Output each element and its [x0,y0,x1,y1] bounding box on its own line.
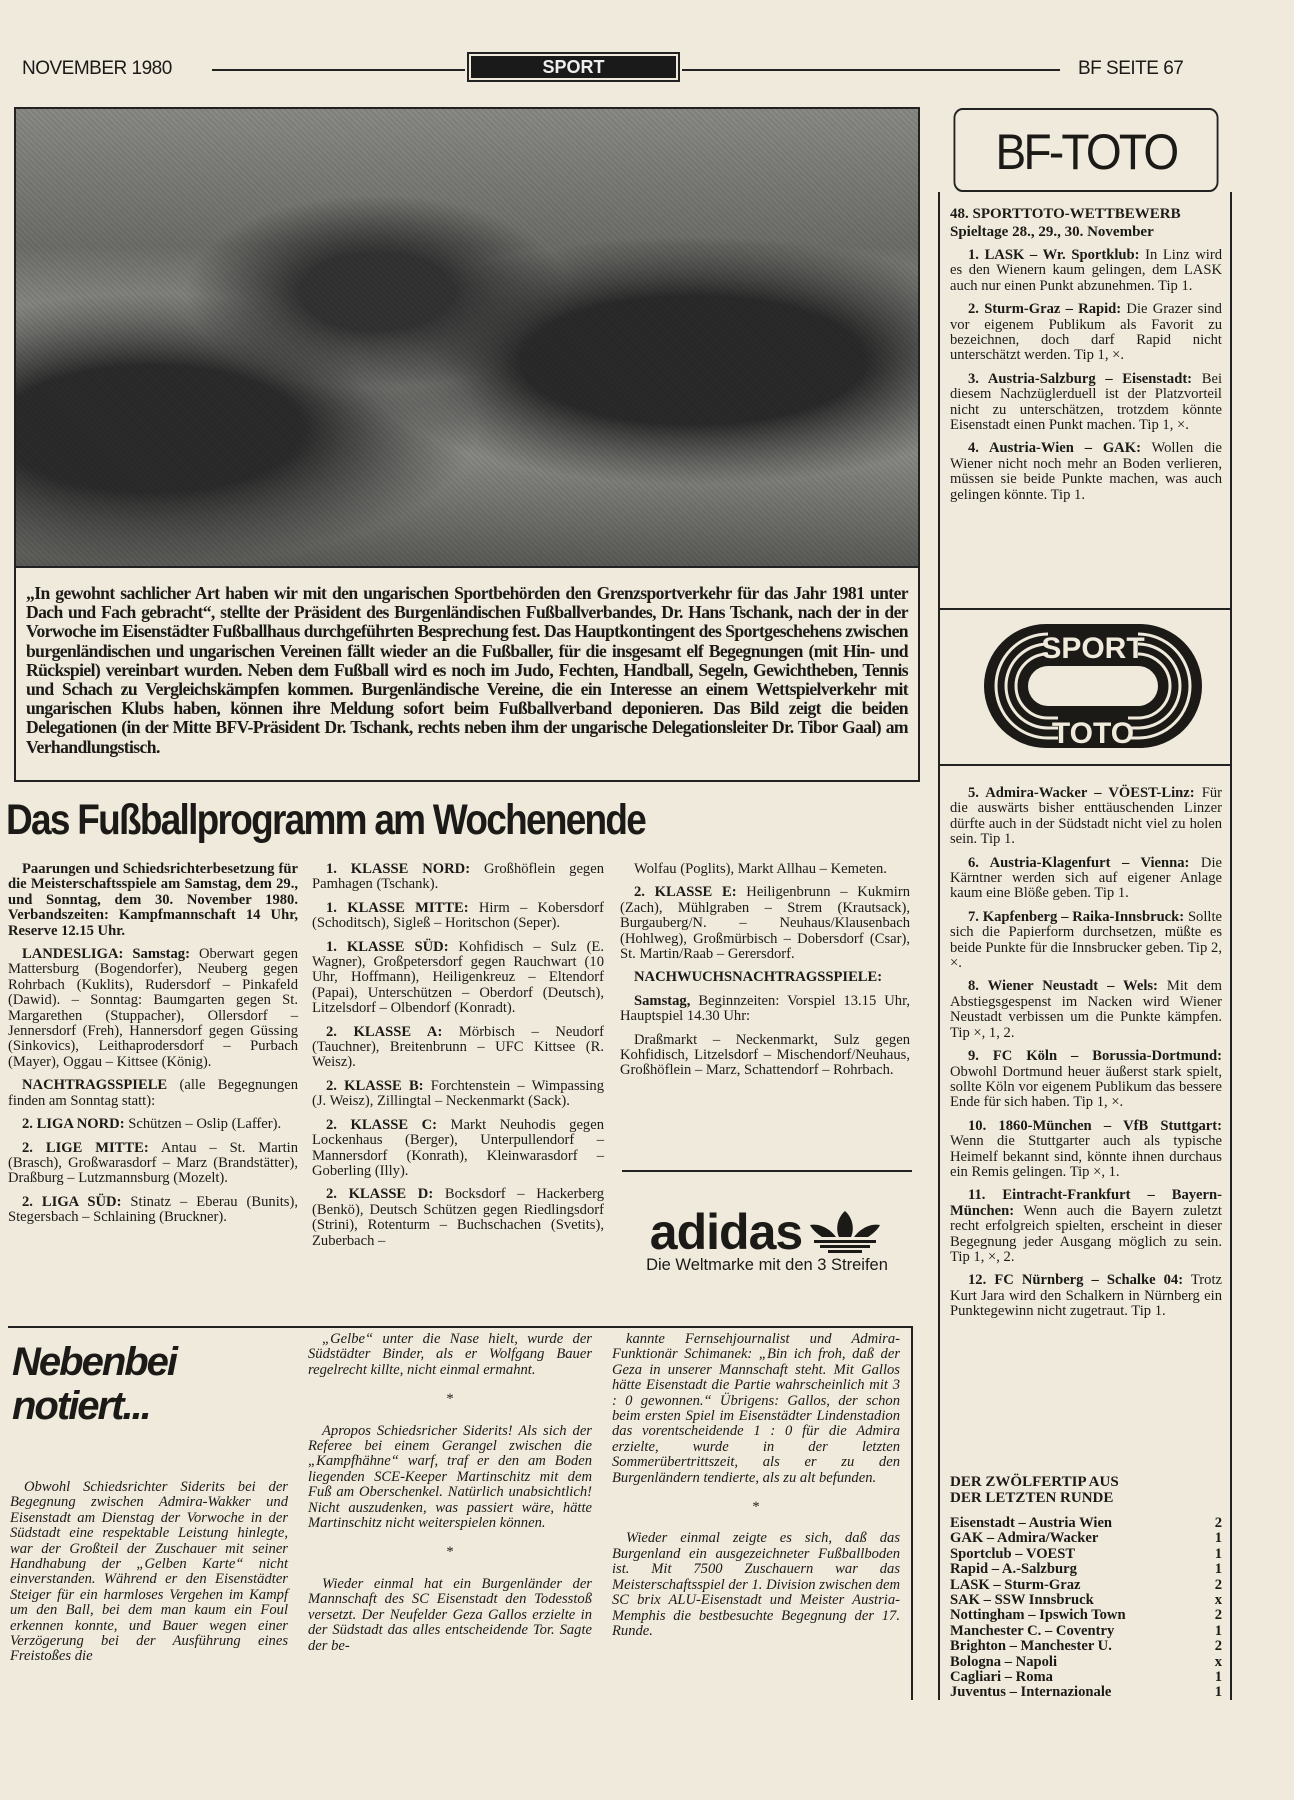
paragraph [8,1078,298,1109]
paragraph-text: Sollte sich die Papierform durchsetzen, müßte es beide Punkte für die Innsbrucker geben. Tip 2, ×. [950,908,1222,972]
section-banner [467,52,680,82]
sport-toto-logo [982,622,1204,750]
paragraph-lead: 2. Sturm-Graz – Rapid: [968,301,1122,318]
paragraph [8,862,298,939]
paragraph-lead: 2. LIGA SÜD: [22,1193,122,1210]
paragraph-lead: NACHTRAGSSPIELE [22,1077,168,1094]
toto-subheading: Spieltage 28., 29., 30. November [950,224,1154,240]
paragraph [8,1117,298,1132]
paragraph [950,910,1222,972]
divider [622,1170,912,1172]
paragraph-text: Mit dem Abstiegsgespenst im Nacken wird Wiener Neustadt verbissen um die Punkte kämpfen. Tip ×, 1, 2. [950,978,1222,1041]
zwoelfertip-row [950,1608,1222,1623]
paragraph-text: Wollen die Wiener nicht noch mehr an Boden verlieren, müssen sie beide Punkte machen, was auch gelingen könnte. Tip 1. [950,440,1222,503]
paragraph-lead: 11. Eintracht-Frankfurt – Bayern-München: [950,1187,1222,1219]
paragraph-text: Obwohl Dortmund heuer äußerst stark spielt, sollte Köln vor eigenem Publikum das bessere Ende für sich haben. Tip 1, ×. [950,1063,1222,1111]
paragraph-lead: 3. Austria-Salzburg – Eisenstadt: [968,370,1193,387]
zwoelfertip-row [950,1685,1222,1700]
paragraph-text: Kohfidisch – Sulz (E. Wagner), Großpetersdorf gegen Rauchwart (10 Uhr, Hoffmann), Heiligenkreuz – Eltendorf (Papai), Unterschützen – Oberdorf (Deutsch), Litzelsdorf – Olbendorf (Konradt). [312,938,604,1017]
paragraph-lead: 4. Austria-Wien – GAK: [968,440,1141,457]
paragraph-text: Großhöflein gegen Pamhagen (Tschank). [312,861,604,893]
section-label: SPORT [471,56,676,78]
paragraph-lead: LANDESLIGA: Samstag: [22,946,190,963]
paragraph-lead: 2. KLASSE A: [326,1023,443,1040]
paragraph [950,979,1222,1041]
logo-text: TOTO [1051,717,1135,750]
zwoelfertip-row [950,1578,1222,1593]
match: Juventus – Internazionale [950,1684,1112,1701]
tip: x [1214,1653,1222,1670]
paragraph [950,1049,1222,1111]
delegation-photo [14,107,920,568]
tip: 1 [1214,1622,1222,1639]
match: Rapid – A.-Salzburg [950,1561,1077,1578]
nebenbei-column-1 [10,1480,288,1673]
zwoelfertip-row [950,1624,1222,1639]
article-column-1 [8,862,298,1234]
toto-tips-b [950,786,1222,1328]
paragraph: Obwohl Schiedsrichter Siderits bei der Begegnung zwischen Admira-Wakker und Eisenstadt am Dienstag der Vorwoche in der Südstadt eine respektable Leistung hinlegte, war der Großteil der Zuschauer mit seiner Handhabung der „Gelben Karte“ nicht einverstanden. Während er den Eisenstädter Steiger für ein harmloses Vergehen im Kampf um den Ball, bei dem man kaum ein Foul erkennen konnte, und Bauer wegen einer Verzögerung bei der Ausführung eines Freistoßes die [10,1479,288,1665]
paragraph: kannte Fernsehjournalist und Admira-Funktionär Schimanek: „Bin ich froh, daß der Geza in unserer Mannschaft steht. Mit Gallos hätte Eisenstadt die Partie wahrscheinlich mit 3 : 0 gewonnen.“ Übrigens: Gallos, der schon beim ersten Spiel im Eisenstädter Lindenstadion das vorentscheidende 1 : 0 für die Admira erzielte, wurde in der letzten Sommerübertrittszeit, als er zu den Burgenländern tendierte, als zu alt befunden. [612,1331,900,1486]
article-column-2 [312,862,604,1257]
zwoelfertip-title: DER ZWÖLFERTIP AUS DER LETZTEN RUNDE [950,1474,1119,1506]
paragraph-lead: 7. Kapfenberg – Raika-Innsbruck: [968,908,1185,925]
paragraph-lead: 2. KLASSE E: [634,884,737,901]
match: Eisenstadt – Austria Wien [950,1515,1113,1531]
paragraph [950,372,1222,434]
separator-asterisk: * [446,1391,454,1408]
paragraph [312,1025,604,1071]
paragraph-text: Antau – St. Martin (Brasch), Großwarasdorf – Marz (Brandstätter), Draßburg – Lutzmannsburg (Mozelt). [8,1139,298,1187]
title-line: notiert... [12,1384,150,1428]
match: Manchester C. – Coventry [950,1622,1115,1639]
zwoelfertip-row [950,1670,1222,1685]
paragraph-text: In Linz wird es den Wienern kaum gelingen, dem LASK auch nur einen Punkt abzunehmen. Tip 1. [950,247,1222,294]
paragraph-text: Bei diesem Nachzüglerduell ist der Platzvorteil nicht zu unterschätzen, trotzdem könnte Eisenstadt einen Punkt machen. Tip 1, ×. [950,370,1222,434]
tip: 2 [1214,1576,1222,1593]
paragraph-lead: 1. KLASSE MITTE: [326,899,469,916]
tip: 1 [1214,1545,1222,1562]
paragraph [950,248,1222,294]
paragraph [312,1118,604,1180]
paragraph-text: Beginnzeiten: Vorspiel 13.15 Uhr, Hauptspiel 14.30 Uhr: [620,992,910,1025]
issue-date: NOVEMBER 1980 [22,58,172,79]
paragraph-lead: Samstag, [634,992,691,1009]
paragraph [312,1187,604,1249]
paragraph-text: Die Kärntner werden sich auf eigener Anlage kaum eine Blöße geben. Tip 1. [950,854,1222,902]
title-line: Nebenbei [12,1340,177,1384]
tip: 2 [1214,1638,1222,1655]
tip: 2 [1214,1607,1222,1624]
paragraph: Apropos Schiedsricher Siderits! Als sich der Referee bei einem Gerangel zwischen die „Kampfhähne“ warf, traf er den am Boden liegenden SCE-Keeper Martinschitz mit dem Fuß am Oberschenkel. Natürlich unabsichtlich! Nicht auszudenken, was passiert wäre, hätte Martinschitz nicht weiterspielen können. [308,1422,592,1532]
paragraph-text: Markt Neuhodis gegen Lockenhaus (Berger), Unterpullendorf – Mannersdorf (Konrath), Kleinwarasdorf – Goberling (Illy). [312,1116,604,1179]
match: LASK – Sturm-Graz [950,1576,1081,1593]
paragraph-text: Wolfau (Poglits), Markt Allhau – Kemeten. [634,861,887,877]
divider [940,608,1230,610]
zwoelfertip-row [950,1639,1222,1654]
paragraph [8,947,298,1070]
bf-toto-title: BF-TOTO [954,108,1219,192]
paragraph-text: Trotz Kurt Jara wird den Schalkern in Nürnberg ein Punktegewinn nicht zugetraut. Tip 1. [950,1272,1222,1320]
paragraph-lead: 10. 1860-München – VfB Stuttgart: [968,1117,1222,1134]
paragraph-text: Schützen – Oslip (Laffer). [124,1116,282,1133]
paragraph [620,885,910,962]
paragraph [312,940,604,1017]
nebenbei-title [12,1340,176,1428]
match: Nottingham – Ipswich Town [950,1607,1126,1624]
zwoelfertip-row [950,1593,1222,1608]
paragraph [312,901,604,932]
paragraph-lead: 12. FC Nürnberg – Schalke 04: [968,1272,1184,1289]
section-rule [8,1326,913,1328]
header-rule [212,69,465,71]
tip: x [1214,1592,1222,1609]
paragraph-lead: 2. KLASSE C: [326,1116,437,1133]
paragraph-text: Draßmarkt – Neckenmarkt, Sulz gegen Kohfidisch, Litzelsdorf – Mischendorf/Neuhaus, Großhöflein – Marz, Schattendorf – Rohrbach. [620,1031,910,1079]
paragraph-lead: 8. Wiener Neustadt – Wels: [968,978,1158,995]
match: Sportclub – VOEST [950,1545,1076,1562]
match: Brighton – Manchester U. [950,1638,1112,1655]
tip: 1 [1214,1669,1222,1686]
divider [940,764,1230,766]
paragraph [950,441,1222,503]
separator-asterisk: * [752,1499,760,1516]
nebenbei-column-2 [308,1332,592,1662]
article-headline: Das Fußballprogramm am Wochenende [6,796,646,844]
match: GAK – Admira/Wacker [950,1530,1099,1547]
paragraph-lead: 2. LIGE MITTE: [22,1139,149,1156]
article-column-3 [620,862,910,1087]
paragraph-text: Oberwart gegen Mattersburg (Bogendorfer), Neuberg gegen Rohrbach (Kuklits), Rudersdorf – Pinkafeld (Dawid). – Sonntag: Baumgarten gegen St. Margarethen (Stuppacher), Ollersdorf – Jennersdorf (Freh), Hannersdorf gegen Güssing (Sinkovics), Leithaprodersdorf – Purbach (Mayer), Oggau – Kittsee (König). [8,946,298,1070]
paragraph-text: Heiligenbrunn – Kukmirn (Zach), Mühlgraben – Strem (Krautsack), Burgauberg/N. – Neuhaus/Klausenbach (Hohlweg), Großmürbisch – Dobersdorf (Csar), St. Martin/Raab – Gerersdorf. [620,884,910,963]
paragraph [950,302,1222,364]
paragraph-lead: 9. FC Köln – Borussia-Dortmund: [968,1048,1222,1065]
paragraph-text: Bocksdorf – Hackerberg (Benkö), Deutsch Schützen gegen Riedlingsdorf (Strini), Rotenturm – Buchschachen (Svetits), Zuberbach – [312,1186,604,1249]
adidas-tagline: Die Weltmarke mit den 3 Streifen [646,1256,888,1274]
header-rule [682,69,1060,71]
paragraph-text: (alle Begegnungen finden am Sonntag statt): [8,1077,298,1109]
paragraph-lead: 1. KLASSE SÜD: [326,938,449,955]
box-border [911,1326,913,1700]
toto-tips-a [950,206,1222,511]
column-border [938,192,940,1700]
paragraph-text: Wenn die Stuttgarter auch als typische Heimelf bekannt sind, könnte ihnen durchaus ein Remis gelingen. Tip ×, 1. [950,1133,1222,1180]
paragraph-text: Wenn auch die Bayern zuletzt recht erfolgreich spielten, erscheint in dieser Begegnung jeder Ausgang möglich zu sein. Tip 1, ×, 2. [950,1202,1222,1265]
paragraph-lead: 1. KLASSE NORD: [326,861,471,877]
trefoil-icon [806,1209,884,1253]
paragraph: Wieder einmal hat ein Burgenländer der Mannschaft des SC Eisenstadt den Todesstoß versetzt. Der Neufelder Geza Gallos erzielte in der Südstadt das alles entscheidende Tor. Sagte der be- [308,1575,592,1654]
paragraph-text: Mörbisch – Neudorf (Tauchner), Breitenbrunn – UFC Kittsee (R. Weisz). [312,1023,604,1071]
tip: 1 [1214,1561,1222,1578]
paragraph-lead: NACHWUCHSNACHTRAGSSPIELE: [634,969,883,986]
zwoelfertip-row [950,1531,1222,1546]
adidas-ad [622,1204,912,1275]
paragraph-text: Die Grazer sind vor eigenem Publikum als Favorit zu bezeichnen, doch darf Rapid nicht unterschätzt werden. Tip 1, ×. [950,301,1222,364]
paragraph-lead: 2. KLASSE D: [326,1186,434,1203]
paragraph [620,862,910,877]
match: SAK – SSW Innsbruck [950,1592,1094,1609]
paragraph [950,1273,1222,1319]
zwoelfertip [950,1474,1222,1701]
paragraph [620,1033,910,1079]
paragraph-text: Für die auswärts bisher enttäuschenden Linzer dürfte auch in der Südstadt nicht viel zu holen sein. Tip 1. [950,785,1222,848]
paragraph [8,1141,298,1187]
paragraph [950,856,1222,902]
paragraph-lead: 1. LASK – Wr. Sportklub: [968,247,1140,263]
paragraph [620,970,910,985]
zwoelfertip-row [950,1547,1222,1562]
match: Bologna – Napoli [950,1653,1058,1670]
page-number: BF SEITE 67 [1078,58,1184,79]
paragraph [312,862,604,893]
nebenbei-column-3 [612,1332,900,1647]
zwoelfertip-row [950,1516,1222,1531]
zwoelfertip-row [950,1562,1222,1577]
paragraph [8,1195,298,1226]
paragraph-lead: 6. Austria-Klagenfurt – Vienna: [968,854,1190,871]
paragraph [620,994,910,1025]
match: Cagliari – Roma [950,1669,1053,1686]
paragraph-lead: 2. KLASSE B: [326,1077,424,1094]
paragraph [950,1119,1222,1181]
paragraph-text: Forchtenstein – Wimpassing (J. Weisz), Zillingtal – Neckenmarkt (Sack). [312,1077,605,1110]
paragraph-lead: Paarungen und Schiedsrichterbesetzung für die Meisterschaftsspiele am Samstag, dem 29., und Sonntag, dem 30. November 1980. Verbandszeiten: Kampfmannschaft 14 Uhr, Reserve 12.15 Uhr. [8,861,298,939]
logo-text: SPORT [1041,632,1145,665]
paragraph [950,786,1222,848]
paragraph [312,1079,604,1110]
zwoelfertip-row [950,1655,1222,1670]
paragraph-text: Hirm – Kobersdorf (Schoditsch), Sigleß – Horitschon (Seper). [312,899,604,932]
paragraph-text: Stinatz – Eberau (Bunits), Stegersbach – Schlaining (Bruckner). [8,1193,298,1226]
toto-heading: 48. SPORTTOTO-WETTBEWERB [950,206,1181,222]
photo-caption: „In gewohnt sachlicher Art haben wir mit den ungarischen Sportbehörden den Grenzsportverkehr für das Jahr 1981 unter Dach und Fach gebracht“, stellte der Präsident des Burgenländischen Fußballverbandes, Dr. Hans Tschank, nach der in der Vorwoche im Eisenstädter Fußballhaus durchgeführten Besprechung fest. Das Hauptkontingent des Sportgeschehens zwischen burgenländischen und ungarischen Vereinen fällt wieder an die Fußballer, für die insgesamt elf Begegnungen (mit Hin- und Rückspiel) vereinbart wurden. Neben dem Fußball wird es noch im Judo, Fechten, Handball, Segeln, Gewichtheben, Tennis und Schach zu Vergleichskämpfen kommen. Burgenländische Vereine, die ein Interesse an einem Wettspielverkehr mit ungarischen Klubs haben, können ihre Meldung sofort beim Fußballverband deponieren. Das Bild zeigt die beiden Delegationen (in der Mitte BFV-Präsident Dr. Tschank, rechts neben ihm der ungarische Delegationsleiter Dr. Tibor Gaal) am Verhandlungstisch. [14,568,920,782]
adidas-wordmark: adidas [649,1204,803,1260]
paragraph [950,1188,1222,1265]
tip: 2 [1214,1515,1222,1531]
paragraph-lead: 5. Admira-Wacker – VÖEST-Linz: [968,785,1195,801]
paragraph: Wieder einmal zeigte es sich, daß das Burgenland ein ausgezeichneter Fußballboden ist. Mit 7500 Zuschauern war das Meisterschaftsspiel der 1. Division zwischen dem SC brix ALU-Eisenstadt und Meister Austria-Memphis die bestbesuchte Begegnung der 17. Runde. [612,1530,900,1639]
column-border [1230,192,1232,1700]
paragraph-lead: 2. LIGA NORD: [22,1116,125,1133]
tip: 1 [1214,1530,1222,1547]
separator-asterisk: * [446,1544,454,1561]
tip: 1 [1214,1684,1222,1701]
paragraph: „Gelbe“ unter die Nase hielt, wurde der Südstädter Binder, als er Wolfgang Bauer regelrecht killte, nicht einmal ermahnt. [308,1331,592,1378]
